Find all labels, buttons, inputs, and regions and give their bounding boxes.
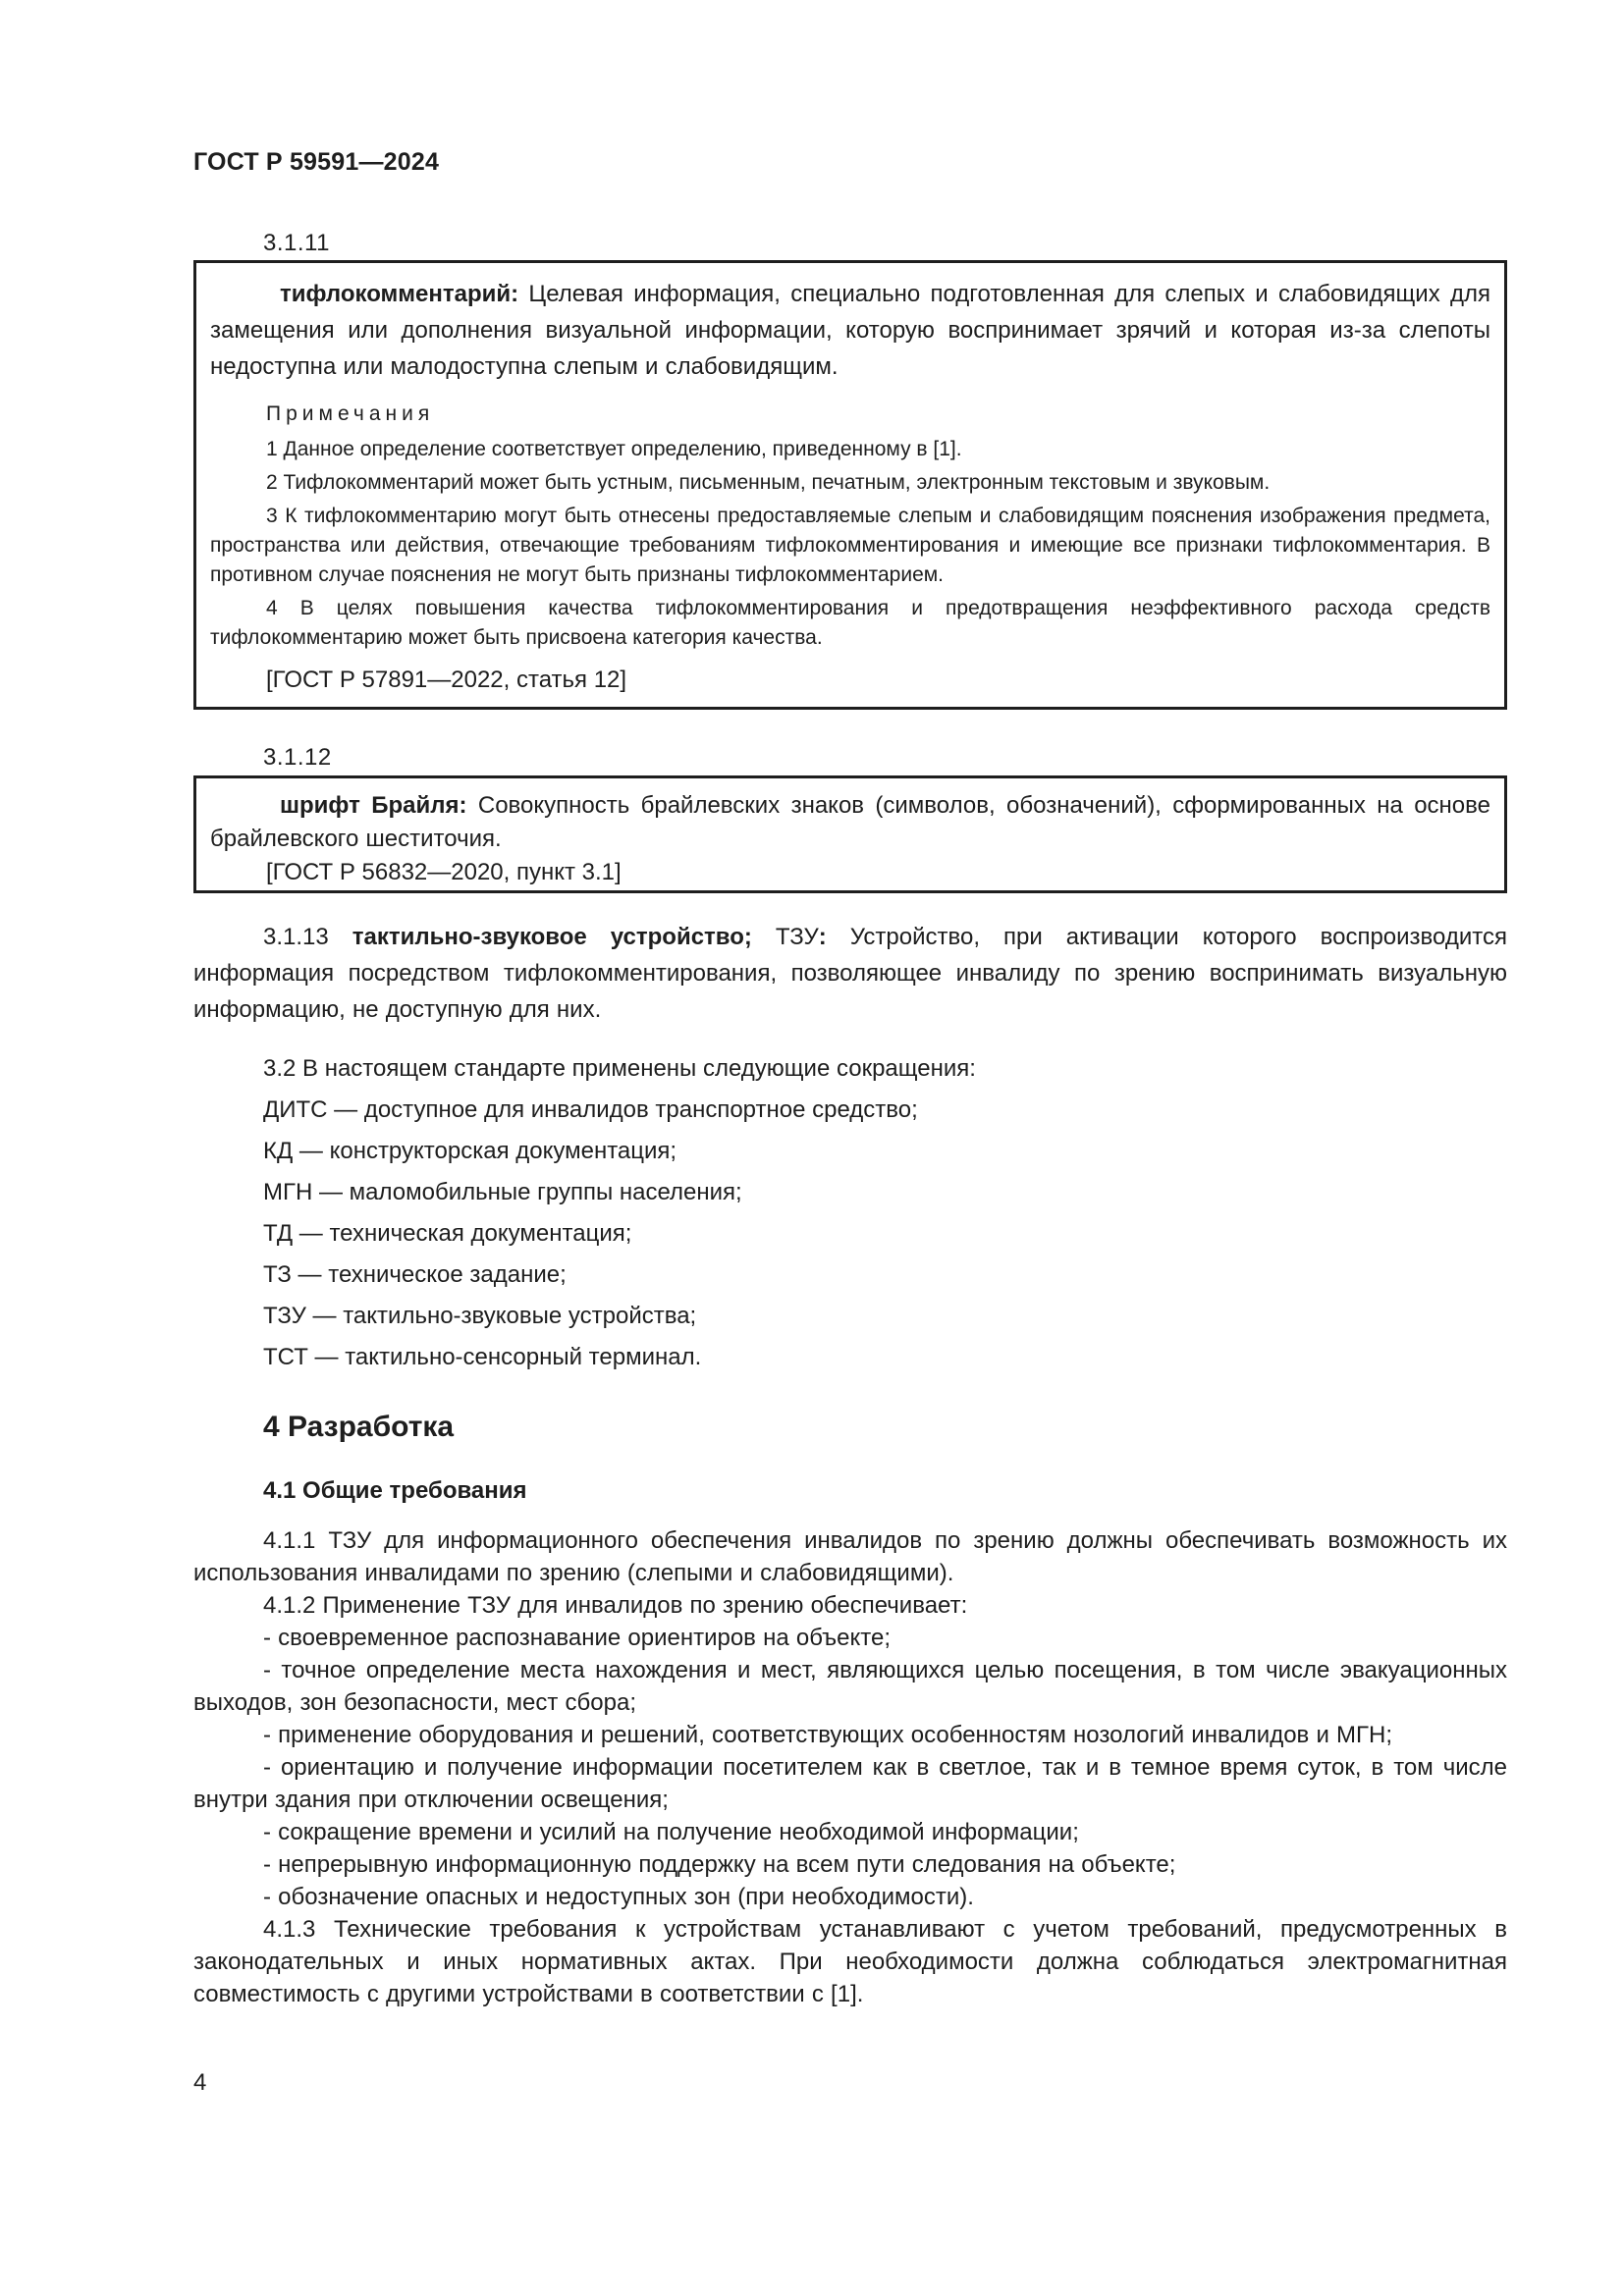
term-title: шрифт Брайля: (280, 792, 467, 819)
note-item: 2 Тифлокомментарий может быть устным, письменным, печатным, электронным текстовым и звуковым. (266, 471, 1271, 494)
term-box-tiflocomment (193, 260, 1507, 710)
term-3-1-13 (193, 919, 1507, 1028)
abbreviation-item: ТЗУ — тактильно-звуковые устройства; (263, 1303, 697, 1329)
clause-4-1-3: 4.1.3 Технические требования к устройствам устанавливают с учетом требований, предусмотренных в законодательных и иных нормативных актах. При необходимости должна соблюдаться электромагнитная совместимость с другими устройствами в соответствии с [1]. (193, 1916, 1507, 2007)
list-item: - обозначение опасных и недоступных зон (при необходимости). (263, 1884, 974, 1910)
subsection-heading: 4.1 Общие требования (263, 1477, 527, 1504)
term-definition-text: Совокупность брайлевских знаков (символов, обозначений), сформированных на основе брайлевского шеститочия. (210, 792, 1490, 852)
term-definition (193, 919, 1507, 1028)
abbreviations-intro: 3.2 В настоящем стандарте применены следующие сокращения: (263, 1055, 976, 1082)
list-item: - точное определение места нахождения и мест, являющихся целью посещения, в том числе эвакуационных выходов, зон безопасности, мест сбора; (193, 1657, 1507, 1716)
section-heading: 4 Разработка (263, 1411, 455, 1443)
abbreviation-item: ТЗ — техническое задание; (263, 1261, 567, 1288)
term-source-reference: [ГОСТ Р 57891—2022, статья 12] (266, 667, 627, 693)
abbreviations-list (193, 1048, 1507, 1378)
note-item: 1 Данное определение соответствует определению, приведенному в [1]. (266, 438, 962, 460)
list-item: - ориентацию и получение информации посетителем как в светлое, так и в темное время суток, в том числе внутри здания при отключении освещения; (193, 1754, 1507, 1813)
term-abbreviation: ТЗУ (751, 924, 819, 950)
term-number: 3.1.13 (263, 924, 352, 950)
term-definition (210, 276, 1490, 385)
abbreviation-item: ТД — техническая документация; (263, 1220, 632, 1247)
list-item: - своевременное распознавание ориентиров на объекте; (263, 1625, 892, 1651)
note-item: 4 В целях повышения качества тифлокомментирования и предотвращения неэффективного расхода средств тифлокомментарию может быть присвоена категория качества. (210, 597, 1490, 649)
term-number-3-1-11: 3.1.11 (263, 230, 330, 256)
term-definition-text: Устройство, при активации которого воспроизводится информация посредством тифлокомментирования, позволяющее инвалиду по зрению воспринимать визуальную информацию, не доступную для них. (193, 924, 1507, 1023)
section-4-body (193, 1524, 1507, 2010)
clause-4-1-2: 4.1.2 Применение ТЗУ для инвалидов по зрению обеспечивает: (263, 1592, 968, 1619)
term-source-reference: [ГОСТ Р 56832—2020, пункт 3.1] (266, 859, 622, 885)
list-item: - непрерывную информационную поддержку на всем пути следования на объекте; (263, 1851, 1176, 1878)
term-definition (210, 789, 1490, 856)
notes-title: Примечания (266, 402, 435, 425)
document-header: ГОСТ Р 59591—2024 (193, 148, 440, 176)
term-number-3-1-12: 3.1.12 (263, 744, 332, 771)
term-box-braille (193, 775, 1507, 893)
abbreviation-item: МГН — маломобильные группы населения; (263, 1179, 742, 1205)
term-definition-text: Целевая информация, специально подготовленная для слепых и слабовидящих для замещения или дополнения визуальной информации, которую воспринимает зрячий и которая из-за слепоты недоступна или малодоступна слепым и слабовидящим. (210, 281, 1490, 380)
note-item: 3 К тифлокомментарию могут быть отнесены предоставляемые слепым и слабовидящим пояснения изображения предмета, пространства или действия, отвечающие требованиям тифлокомментирования и имеющие все признаки тифлокомментария. В противном случае пояснения не могут быть признаны тифлокомментарием. (210, 505, 1490, 586)
abbreviation-item: ДИТС — доступное для инвалидов транспортное средство; (263, 1096, 918, 1123)
page-number: 4 (193, 2069, 207, 2096)
clause-4-1-1: 4.1.1 ТЗУ для информационного обеспечения инвалидов по зрению должны обеспечивать возможность их использования инвалидами по зрению (слепыми и слабовидящими). (193, 1527, 1507, 1586)
abbreviation-item: ТСТ — тактильно-сенсорный терминал. (263, 1344, 702, 1370)
term-colon: : (818, 924, 827, 950)
term-title: тактильно-звуковое устройство; (352, 924, 752, 950)
term-title: тифлокомментарий: (280, 281, 519, 307)
list-item: - применение оборудования и решений, соответствующих особенностям нозологий инвалидов и МГН; (263, 1722, 1393, 1748)
list-item: - сокращение времени и усилий на получение необходимой информации; (263, 1819, 1079, 1845)
abbreviation-item: КД — конструкторская документация; (263, 1138, 677, 1164)
